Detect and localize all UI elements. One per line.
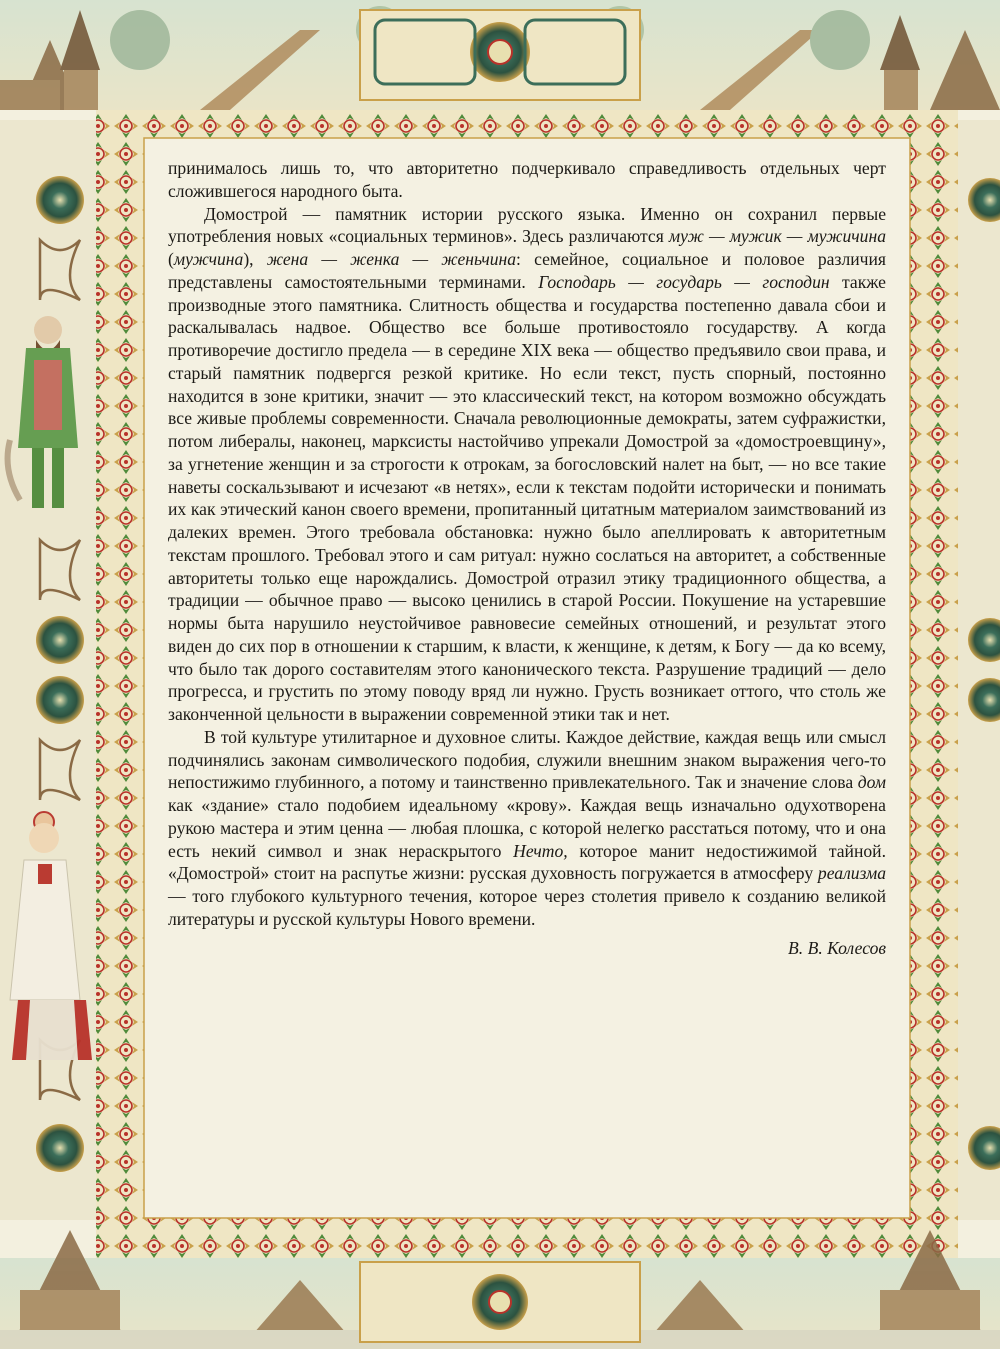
text-run: : семейное, социальное и половое различия представлены самостоятельными терминами. (168, 249, 886, 292)
italic-term: мужчина (173, 249, 244, 269)
text-run: также производные этого памятника. Слитность общества и государства постепенно давала сбои и раскалывалась надвое. Общество все больше противостояло государству. А когда противоречие достигло предела — в середине XIX века — общество предъявило свои права, и старый памятник подвергся резкой критике. Но если текст, пусть спорный, постоянно находится в зоне критики, значит — это классический текст, на котором возможно обсуждать все живые проблемы современности. Сначала революционные демократы, затем суфражистки, потом либералы, наконец, марксисты настойчиво упрекали Домострой за «домостроевщину», за угнетение женщин и за строгости к отрокам, за богословский налет на быт, — но все такие наветы соскальзывают и исчезают «в нетях», если к текстам подойти исторически и понимать их как этический канон своего времени, пропитанный цитатным материалом заимствований из далеких времен. Этого требовала обстановка: нужно было апеллировать к авторитетным текстам прошлого. Требовал этого и сам ритуал: нужно сослаться на авторитет, а собственные авторитеты только еще нарождались. Домострой отразил этику традиционного общества, а традиции — обычное право — высоко ценились в старой России. Покушение на устаревшие нормы быта нарушило неустойчивое равновесие семейных отношений, и результат этого виден до сих пор в отношении к старшим, к власти, к женщине, к детям, к Богу — да ко всему, что было так дорого составителям этого канонического текста. Разрушение традиций — дело прогресса, и грустить по этому поводу вряд ли нужно. Грусть возникает оттого, что столь же законченной цельности в выражении современной этики так и нет. (168, 271, 886, 724)
italic-term: Господарь — государь — господин (538, 271, 830, 292)
italic-term: муж — мужик — мужичина (668, 226, 886, 247)
text-run: которое манит недостижимой тайной. «Домострой» стоит на распутье жизни: русская духовность погружается в атмосферу (168, 840, 886, 884)
italic-term: реализма (817, 863, 886, 884)
text-run: Домострой — памятник истории русского языка. Именно он сохранил первые употребления новых «социальных терминов». Здесь различаются (168, 203, 886, 247)
text-run: В той культуре утилитарное и духовное слиты. Каждое действие, каждая вещь или смысл подчинялись законам символического подобия, служили внешним знаком выражения чего-то непостижимо глубинного, а потому и таинственно привлекательного. Так и значение слова (168, 726, 886, 793)
italic-term: дом (857, 772, 886, 793)
text-run: ( (168, 249, 174, 269)
paragraph-2 (168, 203, 886, 726)
author-signature: В. В. Колесов (788, 937, 886, 958)
italic-term: Нечто, (513, 840, 568, 861)
text-run: как «здание» стало подобием идеальному «крову». Каждая вещь изначально одухотворена рукою мастера и этим ценна — любая плошка, с которой нелегко расстаться потому, что и она есть некий символ и знак нераскрытого (168, 795, 886, 861)
italic-term: жена — женка — женьчина (266, 249, 517, 269)
paragraph-3 (168, 726, 886, 931)
text-run: принималось лишь то, что авторитетно подчеркивало справедливость отдельных черт сложившегося народного быта. (168, 158, 886, 201)
article-text (168, 157, 886, 959)
text-run: ), (243, 249, 267, 269)
paragraph-1 (168, 157, 886, 203)
text-run: — того глубокого культурного течения, которое через столетия привело к созданию великой литературы и русской культуры Нового времени. (168, 886, 886, 929)
